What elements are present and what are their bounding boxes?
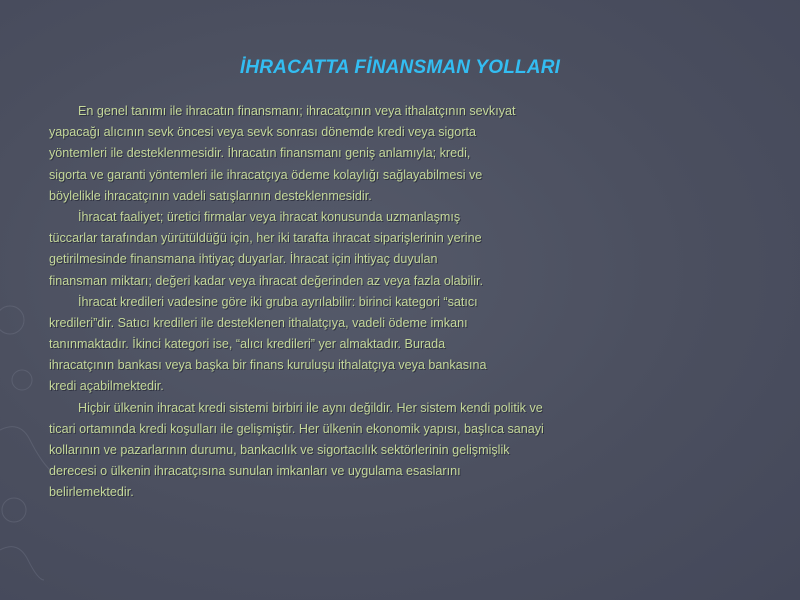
body-line: yöntemleri ile desteklenmesidir. İhracatın finansmanı geniş anlamıyla; kredi, (49, 146, 471, 161)
body-line: getirilmesinde finansmana ihtiyaç duyarlar. İhracat için ihtiyaç duyulan (49, 252, 438, 267)
body-line: ticari ortamında kredi koşulları ile gelişmiştir. Her ülkenin ekonomik yapısı, başlıca sanayi (49, 421, 544, 436)
body-line: tüccarlar tarafından yürütüldüğü için, her iki tarafta ihracat siparişlerinin yerine (49, 231, 482, 246)
slide-title: İHRACATTA FİNANSMAN YOLLARI (239, 57, 561, 78)
body-line: böylelikle ihracatçının vadeli satışlarının desteklenmesidir. (49, 188, 372, 203)
slide-body-text (49, 101, 649, 504)
body-line: ihracatçının bankası veya başka bir finans kuruluşu ithalatçıya veya bankasına (49, 358, 487, 373)
body-line: kredileri”dir. Satıcı kredileri ile desteklenen ithalatçıya, vadeli ödeme imkanı (49, 315, 468, 330)
body-line: İhracat kredileri vadesine göre iki gruba ayrılabilir: birinci kategori “satıcı (78, 294, 478, 309)
body-line: belirlemektedir. (49, 485, 134, 500)
body-line: İhracat faaliyet; üretici firmalar veya ihracat konusunda uzmanlaşmış (78, 209, 461, 224)
body-line: kollarının ve pazarlarının durumu, bankacılık ve sigortacılık sektörlerinin gelişmişlik (49, 443, 510, 457)
body-line: En genel tanımı ile ihracatın finansmanı; ihracatçının veya ithalatçının sevkıyat (78, 104, 516, 118)
body-line: derecesi o ülkenin ihracatçısına sunulan imkanları ve uygulama esaslarını (49, 464, 461, 479)
body-line: tanınmaktadır. İkinci kategori ise, “alıcı kredileri” yer almaktadır. Burada (49, 337, 446, 352)
body-line: kredi açabilmektedir. (49, 379, 164, 394)
body-line: Hiçbir ülkenin ihracat kredi sistemi birbiri ile aynı değildir. Her sistem kendi politik ve (78, 400, 543, 415)
body-line: finansman miktarı; değeri kadar veya ihracat değerinden az veya fazla olabilir. (49, 273, 484, 288)
body-line: sigorta ve garanti yöntemleri ile ihracatçıya ödeme kolaylığı sağlayabilmesi ve (49, 167, 483, 182)
body-line: yapacağı alıcının sevk öncesi veya sevk sonrası dönemde kredi veya sigorta (49, 125, 477, 140)
